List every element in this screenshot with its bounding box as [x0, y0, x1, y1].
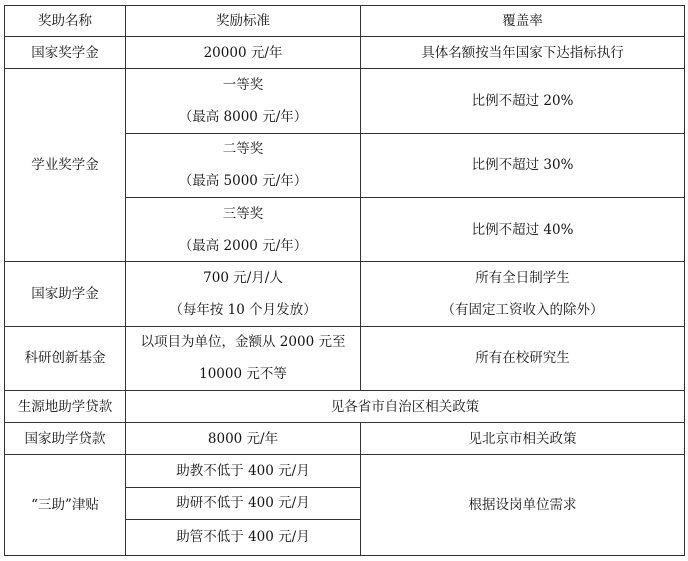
row-coverage: 根据设岗单位需求 — [361, 455, 685, 556]
row-coverage: 见北京市相关政策 — [361, 423, 685, 455]
row-standard — [126, 262, 361, 326]
header-award-standard: 奖励标准 — [126, 6, 361, 37]
coverage-note: （有固定工资收入的除外） — [441, 302, 604, 319]
allowance-item: 助管不低于 400 元/月 — [126, 519, 361, 555]
header-award-name: 奖助名称 — [5, 6, 126, 37]
table-row — [5, 455, 685, 487]
header-coverage: 覆盖率 — [361, 6, 685, 37]
level-title: 二等奖 — [222, 141, 264, 158]
row-merged-policy: 见各省市自治区相关政策 — [126, 391, 685, 423]
level-coverage: 比例不超过 30% — [361, 133, 685, 197]
level-coverage: 比例不超过 20% — [361, 69, 685, 133]
level-title: 三等奖 — [222, 205, 264, 222]
table-row — [5, 262, 685, 326]
allowance-item: 助教不低于 400 元/月 — [126, 455, 361, 487]
standard-main: 以项目为单位，金额从 2000 元至 — [140, 334, 346, 351]
level-title: 一等奖 — [222, 77, 264, 93]
level-max: （最高 5000 元/年） — [178, 173, 308, 190]
table-row — [5, 423, 685, 455]
row-coverage: 所有在校研究生 — [361, 326, 685, 390]
level-max: （最高 8000 元/年） — [178, 109, 308, 125]
row-name: 国家助学金 — [5, 262, 126, 326]
level-standard — [126, 133, 361, 197]
row-coverage — [361, 262, 685, 326]
row-standard: 20000 元/年 — [126, 37, 361, 69]
table-row — [5, 69, 685, 133]
table-row — [5, 326, 685, 390]
row-name: 科研创新基金 — [5, 326, 126, 390]
standard-note: （每年按 10 个月发放） — [169, 302, 317, 319]
standard-main: 700 元/月/人 — [203, 270, 283, 287]
scholarship-table — [4, 5, 685, 556]
allowance-item: 助研不低于 400 元/月 — [126, 487, 361, 519]
level-standard — [126, 69, 361, 133]
table-row — [5, 391, 685, 423]
row-standard: 8000 元/年 — [126, 423, 361, 455]
row-standard — [126, 326, 361, 390]
row-name: 国家助学贷款 — [5, 423, 126, 455]
table-header-row — [5, 6, 685, 37]
coverage-main: 所有全日制学生 — [475, 270, 570, 287]
level-coverage: 比例不超过 40% — [361, 198, 685, 262]
row-name: 生源地助学贷款 — [5, 391, 126, 423]
row-coverage: 具体名额按当年国家下达指标执行 — [361, 37, 685, 69]
standard-note: 10000 元不等 — [199, 366, 287, 383]
level-standard — [126, 198, 361, 262]
level-max: （最高 2000 元/年） — [178, 237, 308, 254]
row-name: “三助”津贴 — [5, 455, 126, 556]
row-name: 学业奖学金 — [5, 69, 126, 262]
row-name: 国家奖学金 — [5, 37, 126, 69]
table-row — [5, 37, 685, 69]
